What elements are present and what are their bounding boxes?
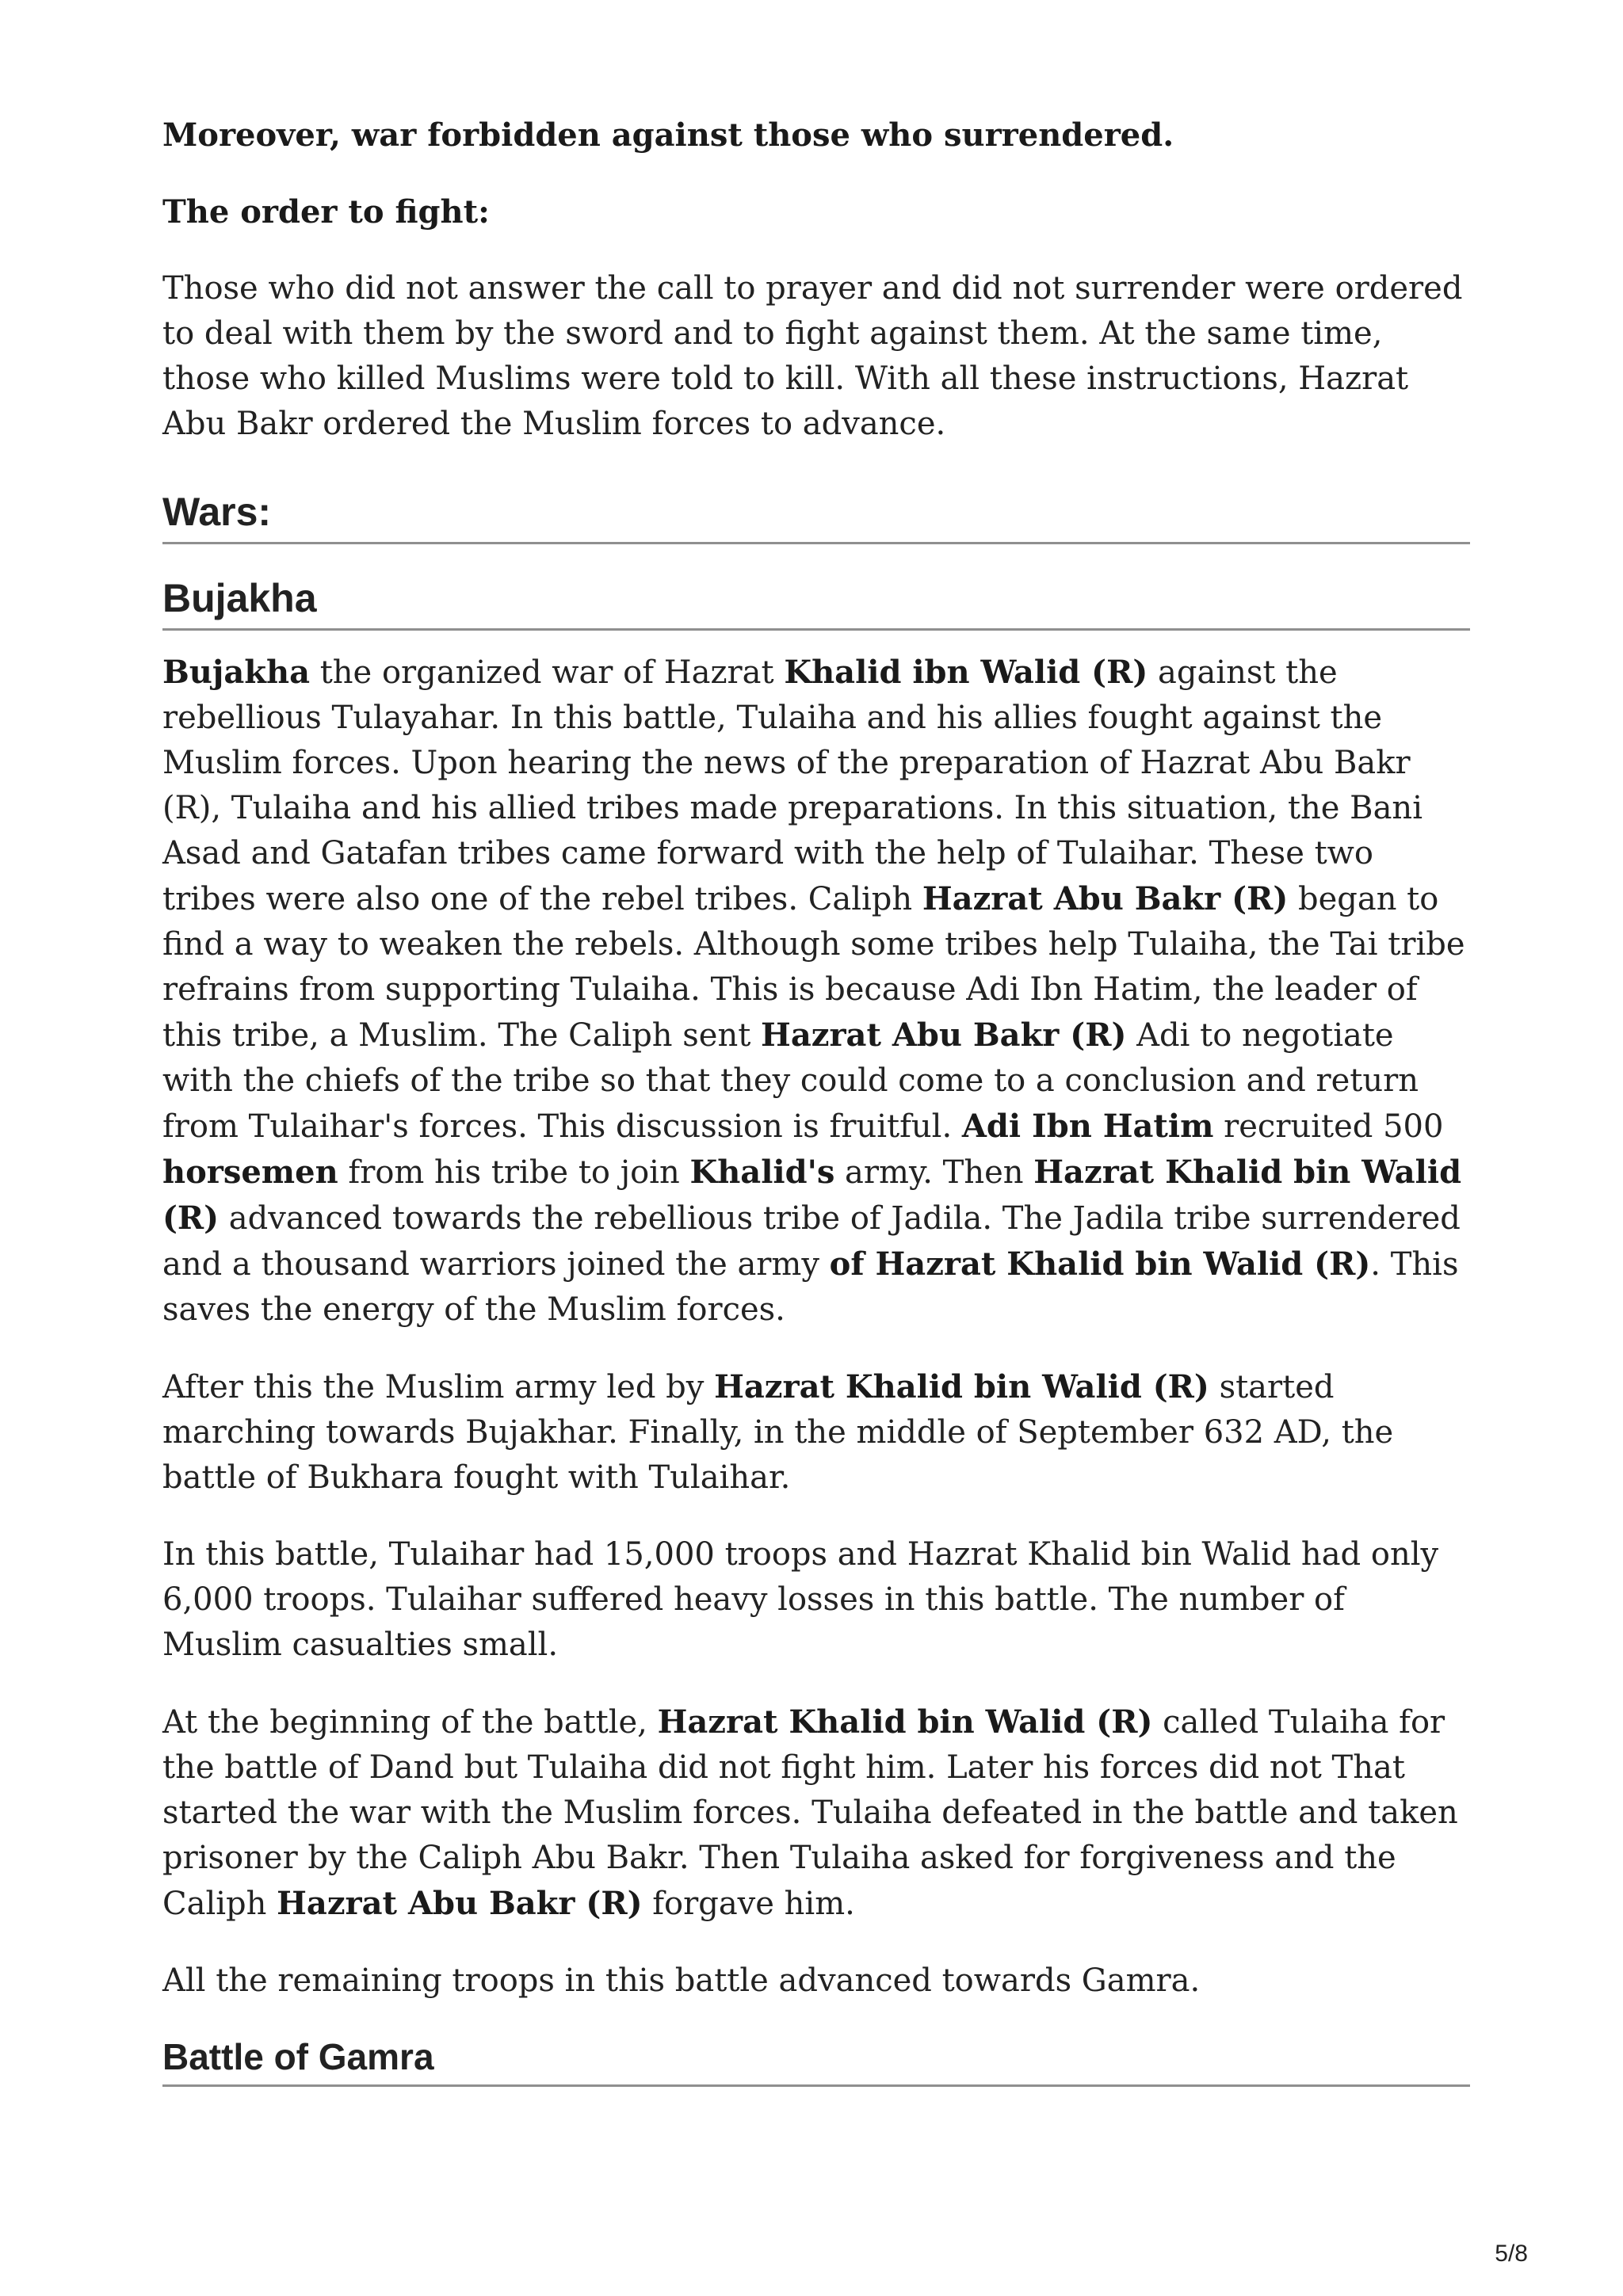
bold-text: Hazrat Khalid bin Walid (R) [657,1703,1153,1741]
paragraph-text: recruited 500 [1213,1108,1444,1145]
bold-text: Khalid ibn Walid (R) [784,654,1148,691]
paragraph-text: started marching towards Bujakhar. Finally, in the middle of September 632 AD, the battle of Bukhara fought with Tulaihar. [162,1369,1394,1496]
bujakha-paragraph-2 [162,1364,1470,1501]
surrender-statement: Moreover, war forbidden against those who surrendered. [162,116,1174,154]
paragraph-text: against the rebellious Tulayahar. In this battle, Tulaiha and his allies fought against the Muslim forces. Upon hearing the news of the preparation of Hazrat Abu Bakr (R), Tulaiha and his allied tribes made preparations. In this situation, the Bani Asad and Gatafan tribes came forward with the help of Tulaihar. These two tribes were also one of the rebel tribes. Caliph [162,654,1423,917]
bold-text: Hazrat Abu Bakr (R) [922,880,1289,917]
bold-text: Adi Ibn Hatim [961,1108,1214,1145]
bujakha-paragraph-1 [162,650,1470,1333]
bold-text: Hazrat Abu Bakr (R) [277,1885,643,1922]
paragraph-text: called Tulaiha for the battle of Dand but Tulaiha did not fight him. Later his forces did not That started the war with the Muslim forces. Tulaiha defeated in the battle and taken prisoner by the Caliph Abu Bakr. Then Tulaiha asked for forgiveness and the Caliph [162,1704,1458,1922]
paragraph-text: began to find a way to weaken the rebels. Although some tribes help Tulaiha, the Tai tribe refrains from supporting Tulaiha. This is because Adi Ibn Hatim, the leader of this tribe, a Muslim. The Caliph sent [162,881,1465,1054]
bold-text: Hazrat Khalid bin Walid (R) [162,1154,1462,1237]
paragraph-text: army. Then [834,1154,1034,1191]
wars-heading: Wars: [162,488,1470,544]
paragraph-text: advanced towards the rebellious tribe of Jadila. The Jadila tribe surrendered and a thousand warriors joined the army [162,1200,1461,1283]
paragraph-text: Adi to negotiate with the chiefs of the tribe so that they could come to a conclusion and return from Tulaihar's forces. This discussion is fruitful. [162,1017,1419,1145]
paragraph-text: from his tribe to join [338,1154,690,1191]
bujakha-paragraph-5: All the remaining troops in this battle advanced towards Gamra. [162,1962,1201,1999]
paragraph-text: After this the Muslim army led by [162,1369,715,1405]
paragraph-text: At the beginning of the battle, [162,1704,658,1741]
order-heading: The order to fight: [162,193,490,231]
paragraph-text: the organized war of Hazrat [310,654,785,691]
bold-text: Khalid's [689,1154,835,1191]
bold-text: Bujakha [162,654,310,691]
paragraph-text: forgave him. [642,1886,855,1922]
bujakha-paragraph-3: In this battle, Tulaihar had 15,000 troops and Hazrat Khalid bin Walid had only 6,000 troops. Tulaihar suffered heavy losses in this battle. The number of Muslim casualties small. [162,1536,1439,1663]
paragraph-text: . This saves the energy of the Muslim forces. [162,1246,1459,1328]
bujakha-heading: Bujakha [162,574,1470,631]
bold-text: Hazrat Abu Bakr (R) [761,1016,1127,1054]
gamra-heading: Battle of Gamra [162,2035,1470,2087]
bold-text: of Hazrat Khalid bin Walid (R) [829,1245,1371,1283]
order-paragraph: Those who did not answer the call to prayer and did not surrender were ordered to deal with them by the sword and to fight against them. At the same time, those who killed Muslims were told to kill. With all these instructions, Hazrat Abu Bakr ordered the Muslim forces to advance. [162,270,1463,442]
bold-text: Hazrat Khalid bin Walid (R) [714,1368,1209,1405]
document-content [162,113,1470,2106]
page-number: 5/8 [1495,2241,1528,2267]
bold-text: horsemen [162,1154,338,1191]
bujakha-paragraph-4 [162,1699,1470,1927]
